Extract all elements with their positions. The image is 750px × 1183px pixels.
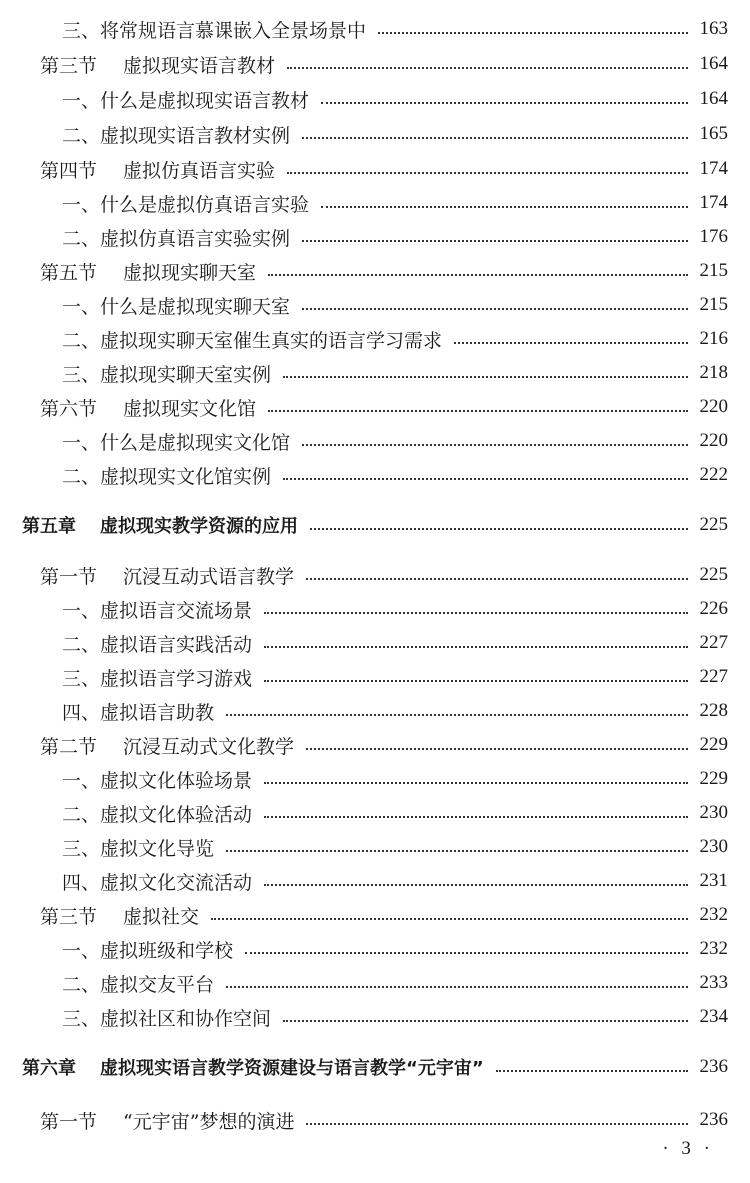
toc-title [62, 868, 258, 895]
dot-leader [378, 32, 688, 34]
toc-title [62, 428, 296, 455]
dot-leader [306, 578, 688, 580]
toc-title [40, 1107, 300, 1134]
toc-item [0, 966, 750, 1000]
toc-title-text: 一、什么是虚拟仿真语言实验 [62, 193, 310, 216]
dot-leader [287, 172, 688, 174]
toc-page-number: 226 [699, 598, 728, 619]
dot-leader [226, 986, 688, 988]
dot-leader [283, 1020, 688, 1022]
toc-title-text: 沉浸互动式语言教学 [123, 565, 295, 588]
toc-title [62, 190, 315, 217]
toc-title [62, 1004, 277, 1031]
toc-title-text: 二、虚拟交友平台 [62, 973, 215, 996]
toc-page-number: 222 [699, 464, 728, 485]
toc-page-number: 229 [699, 734, 728, 755]
toc-title [62, 224, 296, 251]
toc-item [0, 424, 750, 458]
toc-title [62, 698, 220, 725]
dot-leader [245, 952, 688, 954]
dot-leader [306, 1123, 688, 1125]
toc-title-text: 虚拟现实语言教学资源建设与语言教学“元宇宙” [100, 1058, 484, 1079]
toc-item [0, 626, 750, 660]
toc-page-number: 230 [699, 802, 728, 823]
dot-leader [302, 308, 688, 310]
toc-number: 第三节 [40, 905, 98, 928]
toc-title [62, 630, 258, 657]
toc-title-text: 沉浸互动式文化教学 [123, 735, 295, 758]
dot-leader [287, 67, 688, 69]
toc-title-text: 二、虚拟现实文化馆实例 [62, 465, 272, 488]
toc-item [0, 1000, 750, 1034]
toc-section [0, 390, 750, 424]
toc-title [22, 1054, 490, 1080]
toc-title [62, 16, 372, 43]
toc-title-text: 三、虚拟语言学习游戏 [62, 667, 253, 690]
toc-title [62, 86, 315, 113]
toc-title [62, 326, 448, 353]
toc-title [62, 800, 258, 827]
toc-item [0, 186, 750, 220]
toc-number: 第一节 [40, 565, 98, 588]
dot-leader [302, 137, 688, 139]
toc-number: 第四节 [40, 159, 98, 182]
toc-title-text: 三、虚拟社区和协作空间 [62, 1007, 272, 1030]
toc-item [0, 322, 750, 356]
toc-title-text: 二、虚拟语言实践活动 [62, 633, 253, 656]
toc-title-text: “元宇宙”梦想的演进 [123, 1110, 295, 1133]
dot-leader [264, 782, 688, 784]
toc-title-text: 四、虚拟文化交流活动 [62, 871, 253, 894]
toc-page-number: 220 [699, 396, 728, 417]
toc-title-text: 虚拟现实教学资源的应用 [100, 516, 298, 537]
toc-item [0, 592, 750, 626]
toc-chapter [0, 1050, 750, 1084]
toc-item [0, 762, 750, 796]
toc-title-text: 二、虚拟文化体验活动 [62, 803, 253, 826]
toc-title [40, 51, 281, 78]
toc-page-number: 225 [699, 564, 728, 585]
dot-leader [454, 342, 688, 344]
toc-item [0, 12, 750, 46]
toc-title-text: 虚拟现实聊天室 [123, 261, 257, 284]
toc-page-number: 215 [699, 294, 728, 315]
toc-page-number: 165 [699, 123, 728, 144]
dot-leader [283, 478, 688, 480]
toc-item [0, 117, 750, 151]
dot-leader [302, 444, 688, 446]
dot-leader [321, 206, 688, 208]
toc-page-number: 229 [699, 768, 728, 789]
toc-title-text: 虚拟现实语言教材 [123, 54, 276, 77]
toc-title-text: 三、虚拟文化导览 [62, 837, 215, 860]
toc-item [0, 356, 750, 390]
dot-leader [264, 816, 688, 818]
toc-title [62, 970, 220, 997]
toc-item [0, 932, 750, 966]
toc-page-number: 230 [699, 836, 728, 857]
toc-page-number: 227 [699, 632, 728, 653]
toc-section [0, 558, 750, 592]
toc-page-number: 231 [699, 870, 728, 891]
dot-leader [226, 850, 688, 852]
toc-section [0, 254, 750, 288]
toc-title-text: 二、虚拟现实聊天室催生真实的语言学习需求 [62, 329, 443, 352]
toc-page-number: 227 [699, 666, 728, 687]
toc-number: 第六章 [22, 1058, 76, 1079]
toc-number: 第五章 [22, 516, 76, 537]
toc-page-number: 174 [699, 192, 728, 213]
toc-title-text: 三、虚拟现实聊天室实例 [62, 363, 272, 386]
toc-title [62, 292, 296, 319]
toc-title-text: 三、将常规语言慕课嵌入全景场景中 [62, 19, 367, 42]
dot-leader [264, 680, 688, 682]
dot-leader [268, 274, 688, 276]
toc-item [0, 830, 750, 864]
toc-item [0, 660, 750, 694]
toc-item [0, 288, 750, 322]
toc-page-number: 232 [699, 938, 728, 959]
dot-leader [283, 376, 688, 378]
toc-title-text: 四、虚拟语言助教 [62, 701, 215, 724]
page-number: · 3 · [662, 1138, 714, 1159]
toc-title-text: 虚拟社交 [123, 905, 200, 928]
toc-section [0, 152, 750, 186]
toc-page-number: 232 [699, 904, 728, 925]
toc-item [0, 796, 750, 830]
toc-section [0, 898, 750, 932]
toc-title-text: 虚拟仿真语言实验 [123, 159, 276, 182]
toc-page-number: 174 [699, 158, 728, 179]
toc-section [0, 1103, 750, 1137]
toc-number: 第五节 [40, 261, 98, 284]
toc-title-text: 二、虚拟现实语言教材实例 [62, 124, 291, 147]
toc-title [62, 936, 239, 963]
toc-title [22, 512, 304, 538]
toc-item [0, 458, 750, 492]
toc-page-number: 234 [699, 1006, 728, 1027]
toc-page-number: 164 [699, 53, 728, 74]
dot-leader [211, 918, 688, 920]
dot-leader [264, 646, 688, 648]
toc-page-number: 228 [699, 700, 728, 721]
toc-title [40, 156, 281, 183]
toc-title-text: 一、虚拟语言交流场景 [62, 599, 253, 622]
toc-page-number: 176 [699, 226, 728, 247]
toc-title [62, 766, 258, 793]
toc-title [40, 258, 262, 285]
toc-title [62, 462, 277, 489]
toc-title [62, 360, 277, 387]
dot-leader [302, 240, 688, 242]
dot-leader [264, 884, 688, 886]
toc-title [40, 732, 300, 759]
dot-leader [496, 1070, 688, 1072]
toc-page-number: 236 [699, 1056, 728, 1077]
dot-leader [321, 102, 688, 104]
toc-title-text: 虚拟现实文化馆 [123, 397, 257, 420]
toc-title-text: 一、虚拟班级和学校 [62, 939, 234, 962]
toc-number: 第二节 [40, 735, 98, 758]
toc-title [62, 834, 220, 861]
toc-title [40, 562, 300, 589]
toc-page-number: 163 [699, 18, 728, 39]
toc-title-text: 一、什么是虚拟现实文化馆 [62, 431, 291, 454]
dot-leader [226, 714, 688, 716]
toc-page-number: 236 [699, 1109, 728, 1130]
toc-number: 第六节 [40, 397, 98, 420]
toc-page-number: 215 [699, 260, 728, 281]
toc-title [62, 596, 258, 623]
toc-section [0, 47, 750, 81]
toc-title [62, 664, 258, 691]
toc-title-text: 一、什么是虚拟现实语言教材 [62, 89, 310, 112]
toc-item [0, 220, 750, 254]
toc-page-number: 216 [699, 328, 728, 349]
toc-title-text: 一、什么是虚拟现实聊天室 [62, 295, 291, 318]
toc-page-number: 218 [699, 362, 728, 383]
toc-number: 第一节 [40, 1110, 98, 1133]
toc-title-text: 一、虚拟文化体验场景 [62, 769, 253, 792]
dot-leader [306, 748, 688, 750]
toc-title [40, 902, 205, 929]
toc-item [0, 864, 750, 898]
toc-title [40, 394, 262, 421]
toc-item [0, 694, 750, 728]
toc-title [62, 121, 296, 148]
toc-title-text: 二、虚拟仿真语言实验实例 [62, 227, 291, 250]
toc-page-number: 220 [699, 430, 728, 451]
dot-leader [268, 410, 688, 412]
dot-leader [310, 528, 688, 530]
toc-chapter [0, 508, 750, 542]
toc-section [0, 728, 750, 762]
toc-page-number: 164 [699, 88, 728, 109]
toc-page-number: 233 [699, 972, 728, 993]
toc-number: 第三节 [40, 54, 98, 77]
dot-leader [264, 612, 688, 614]
toc-page-number: 225 [699, 514, 728, 535]
toc-item [0, 82, 750, 116]
